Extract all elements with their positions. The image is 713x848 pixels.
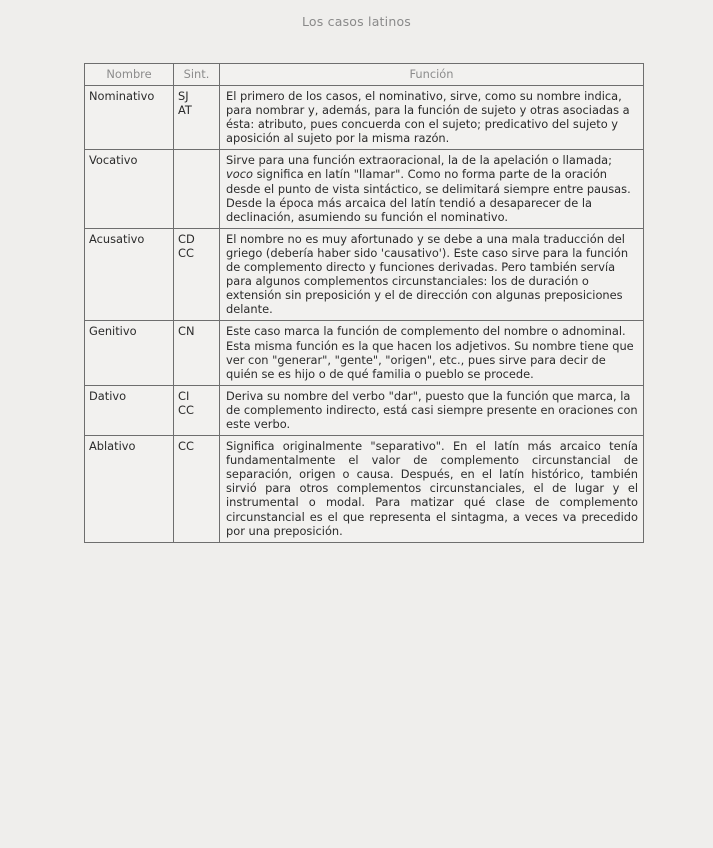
- case-function: El primero de los casos, el nominativo, sirve, como su nombre indica, para nombrar y, además, para la función de sujeto y otras asociadas a ésta: atributo, pues concuerda con el sujeto; predicativo del sujeto y aposición al sujeto por la misma razón.: [220, 86, 644, 150]
- table-header-row: [85, 64, 644, 86]
- case-sint: [174, 385, 220, 435]
- header-sint: Sint.: [174, 64, 220, 86]
- case-function: Significa originalmente "separativo". En el latín más arcaico tenía fundamentalmente el valor de complemento circunstancial de separación, origen o causa. Después, en el latín histórico, también sirvió para otros complementos circunstanciales, el de lugar y el instrumental o modal. Para matizar qué clase de complemento circunstancial es el que representa el sintagma, a veces va precedido por una preposición.: [220, 436, 644, 543]
- table-row-vocativo: [85, 150, 644, 228]
- case-name: Ablativo: [85, 436, 174, 543]
- case-sint: [174, 436, 220, 543]
- case-name: Acusativo: [85, 228, 174, 321]
- sint-code: SJ: [178, 89, 189, 103]
- table-row-genitivo: [85, 321, 644, 385]
- case-sint: [174, 228, 220, 321]
- sint-code: CC: [178, 439, 194, 454]
- case-sint: [174, 150, 220, 228]
- case-name: Genitivo: [85, 321, 174, 385]
- sint-code: CD: [178, 231, 195, 246]
- case-name: Vocativo: [85, 150, 174, 228]
- header-funcion: Función: [220, 64, 644, 86]
- case-name: Dativo: [85, 385, 174, 435]
- case-sint: [174, 321, 220, 385]
- table-row-acusativo: [85, 228, 644, 321]
- function-text: significa en latín "llamar". Como no forma parte de la oración desde el punto de vista sintáctico, se delimitará siempre entre pausas. Desde la época más arcaica del latín tendió a desaparecer de la declinación, asumiendo su función el nominativo.: [226, 167, 631, 224]
- sint-code: CI: [178, 388, 190, 403]
- case-function: Este caso marca la función de complemento del nombre o adnominal. Esta misma función es la que hacen los adjetivos. Su nombre tiene que ver con "generar", "gente", "origen", etc., pues sirve para decir de quién se es hijo o de qué familia o pueblo se procede.: [220, 321, 644, 385]
- table-row-dativo: [85, 385, 644, 435]
- sint-code: CC: [178, 245, 194, 260]
- table-row-nominativo: [85, 86, 644, 150]
- case-name: Nominativo: [85, 86, 174, 150]
- function-italic: voco: [226, 167, 253, 182]
- case-function: El nombre no es muy afortunado y se debe a una mala traducción del griego (debería haber sido 'causativo'). Este caso sirve para la función de complemento directo y funciones derivadas. Pero también servía para algunos complementos circunstanciales: los de duración o extensión sin preposición y el de dirección con algunas preposiciones delante.: [220, 228, 644, 321]
- function-text: Sirve para una función extraoracional, la de la apelación o llamada;: [226, 153, 612, 168]
- table-row-ablativo: [85, 436, 644, 543]
- sint-code: CC: [178, 402, 194, 417]
- cases-table: [84, 63, 644, 543]
- case-function: [220, 150, 644, 228]
- case-function: Deriva su nombre del verbo "dar", puesto que la función que marca, la de complemento indirecto, está casi siempre presente en oraciones con este verbo.: [220, 385, 644, 435]
- page-title: Los casos latinos: [301, 14, 412, 29]
- header-nombre: Nombre: [85, 64, 174, 86]
- sint-code: AT: [178, 103, 192, 118]
- sint-code: CN: [178, 324, 195, 339]
- case-sint: [174, 86, 220, 150]
